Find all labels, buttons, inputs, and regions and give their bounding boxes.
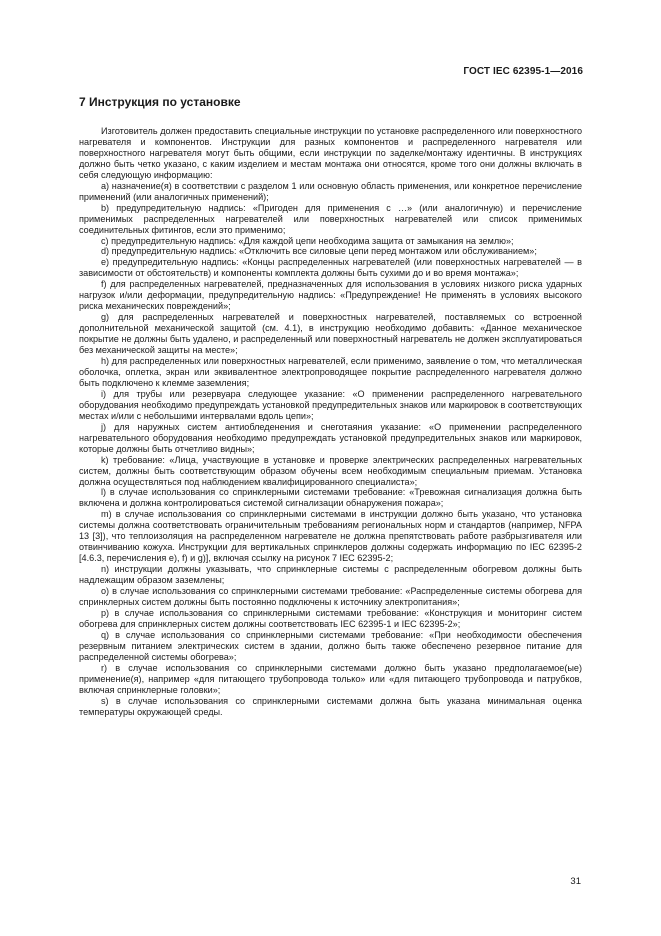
list-item-g: g) для распределенных нагревателей и поверхностных нагревателей, поставляемых со встроенной дополнительной механической защитой (см. 4.1), в инструкцию необходимо добавить: «Данное механическое покрытие не должны быть удалено, и распределенный или поверхностный нагреватель не должен эксплуатироваться без механической защиты на месте»; xyxy=(79,312,582,356)
list-item-c: c) предупредительную надпись: «Для каждой цепи необходима защита от замыкания на землю»; xyxy=(101,235,514,246)
list-item-e: e) предупредительную надпись: «Концы распределенных нагревателей (или поверхностных нагревателей — в зависимости от обстоятельств) и компоненты комплекта должны быть сухими до и во время монтажа»; xyxy=(79,257,582,279)
list-item-p: p) в случае использования со спринклерными системами требование: «Конструкция и мониторинг систем обогрева для спринклерных систем должны соответствовать IEC 62395-1 и IEC 62395-2»; xyxy=(79,607,582,629)
list-item-r: r) в случае использования со спринклерными системами должно быть указано предполагаемое(ые) применение(я), например «для питающего трубопровода только» или «для питающего трубопровода и патрубков, включая спринклерные головки»; xyxy=(79,662,582,695)
body-text xyxy=(79,126,582,717)
list-item-j: j) для наружных систем антиобледенения и снеготаяния указание: «О применении распределенного нагревательного оборудования необходимо предупреждать установкой предупредительных знаков или маркировок, которые должны быть отчетливо видны»; xyxy=(79,421,582,454)
list-item-m: m) в случае использования со спринклерными системами в инструкции должно быть указано, что установка системы должна соответствовать ограничительным требованиям региональных норм и стандартов (например, NFPA 13 [3]), что теплоизоляция на распределенном нагревателе не должна препятствовать работе разбрызгивателя или отвинчиванию кожуха. Инструкции для вертикальных спринклеров должны содержать информацию по IEC 62395-2 [4.6.3, перечисления e), f) и g)], включая ссылку на рисунок 7 IEC 62395-2; xyxy=(79,509,582,564)
list-item-k: k) требование: «Лица, участвующие в установке и проверке электрических распределенных нагревательных систем, должны быть соответствующим образом обучены всем необходимым специальным приемам. Установка должна осуществляться под наблюдением квалифицированного специалиста»; xyxy=(79,454,582,487)
list-item-n: n) инструкции должны указывать, что спринклерные системы с распределенным обогревом должны быть надлежащим образом заземлены; xyxy=(79,564,582,586)
list-item-d: d) предупредительную надпись: «Отключить все силовые цепи перед монтажом или обслуживанием»; xyxy=(101,246,537,257)
list-item-s: s) в случае использования со спринклерными системами должна быть указана минимальная оценка температуры окружающей среды. xyxy=(79,695,582,717)
document-header-code: ГОСТ IEC 62395-1—2016 xyxy=(463,66,583,77)
page-number: 31 xyxy=(570,876,581,887)
list-item-b: b) предупредительную надпись: «Пригоден для применения с …» (или аналогичную) и перечисление применимых распределенных нагревателей или поверхностных нагревателей или список применимых соединительных фитингов, если это применимо; xyxy=(79,202,582,235)
list-item-l: l) в случае использования со спринклерными системами требование: «Тревожная сигнализация должна быть включена и должна контролироваться системой сигнализации обнаружения пожара»; xyxy=(79,487,582,509)
list-item-q: q) в случае использования со спринклерными системами требование: «При необходимости обеспечения резервным питанием электрических систем в здании, должно быть также обеспечено резервное питание для распределенной системы обогрева»; xyxy=(79,629,582,662)
list-item-h: h) для распределенных или поверхностных нагревателей, если применимо, заявление о том, что металлическая оболочка, оплетка, экран или эквивалентное электропроводящее покрытие распределенного нагревателя должно быть подключено к клемме заземления; xyxy=(79,356,582,388)
list-item-o: o) в случае использования со спринклерными системами требование: «Распределенные системы обогрева для спринклерных систем должны быть постоянно подключены к источнику электропитания»; xyxy=(79,586,582,607)
list-item-a: a) назначение(я) в соответствии с разделом 1 или основную область применения, или конкретное перечисление применений (или аналогичных применений); xyxy=(79,180,582,202)
list-item-i: i) для трубы или резервуара следующее указание: «О применении распределенного нагревательного оборудования необходимо предупреждать установкой предупредительных знаков или маркировок в соответствующих местах и/или с небольшими интервалами вдоль цепи»; xyxy=(79,388,582,421)
paragraph-intro: Изготовитель должен предоставить специальные инструкции по установке распределенного или поверхностного нагревателя и компонентов. Инструкции для разных компонентов и распределенного нагревателя или поверхностного нагревателя могут быть общими, если инструкции по заделке/монтажу идентичны. В инструкциях должно быть четко указано, с каким изделием и местам монтажа они относятся, кроме того они должны включать в себя следующую информацию: xyxy=(79,126,582,180)
list-item-f: f) для распределенных нагревателей, предназначенных для использования в условиях низкого риска ударных нагрузок и/или деформации, предупредительную надпись: «Предупреждение! Не применять в условиях высокого риска механических повреждений»; xyxy=(79,279,582,312)
section-title: 7 Инструкция по установке xyxy=(79,95,241,109)
